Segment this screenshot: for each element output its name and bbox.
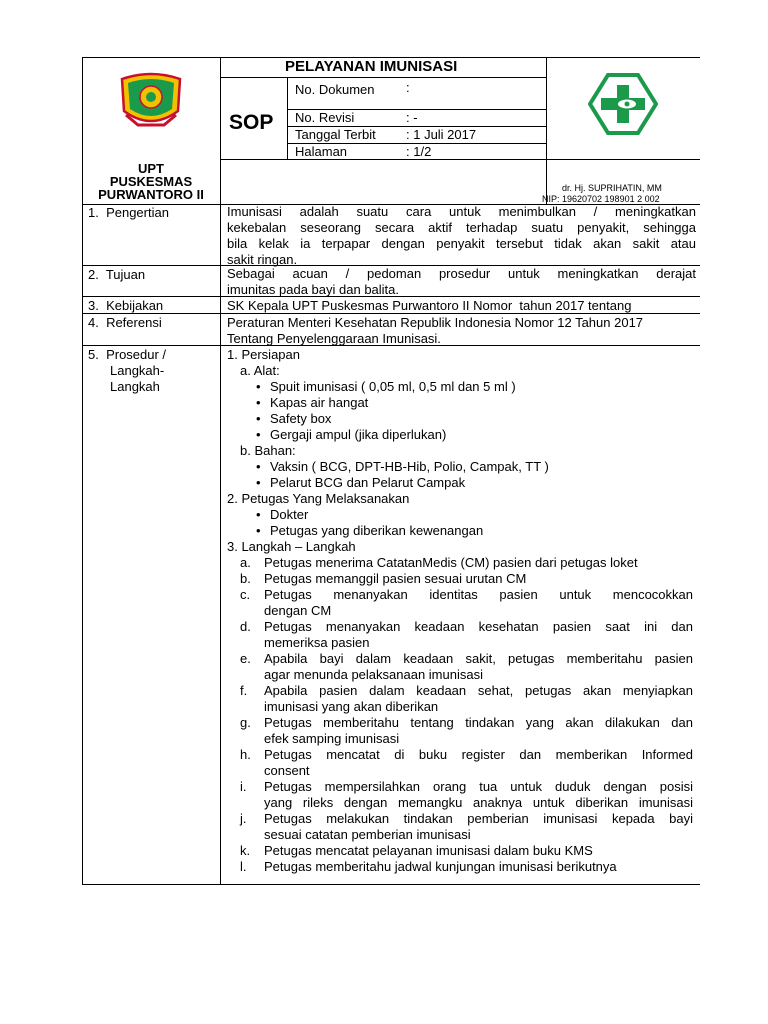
langkah-letter: l. [240,859,247,874]
title-bottom-border [220,77,546,78]
langkah-letter: k. [240,843,251,858]
section-label-pengertian: 1. Pengertian [88,205,169,220]
langkah-text-line: Apabila pasien dalam keadaan sehat, petugas akan menyiapkan [264,683,693,698]
alat-item: • Kapas air hangat [270,395,368,411]
petugas-heading: 2. Petugas Yang Melaksanakan [227,491,410,506]
section-label-kebijakan: 3. Kebijakan [88,298,164,313]
pengertian-text-line: sakit ringan. [227,252,298,267]
doc-field-label: No. Revisi [295,110,355,125]
kebijakan-text-line: SK Kepala UPT Puskesmas Purwantoro II Nomor tahun 2017 tentang [227,298,632,313]
langkah-letter: b. [240,571,251,586]
langkah-text-line: Petugas melakukan tindakan pemberian imunisasi kepada bayi [264,811,693,826]
langkah-text-line: consent [264,763,310,778]
langkah-letter: a. [240,555,251,570]
signer-nip: NIP: 19620702 198901 2 002 [542,194,660,204]
doc-field-value: : 1/2 [406,144,432,159]
doc-field-label: Tanggal Terbit [295,127,376,142]
langkah-text-line: yang rileks dengan memangku anaknya untuk diberikan imunisasi [264,795,693,810]
regional-emblem-logo [118,71,184,133]
sop-label: SOP [229,111,274,134]
section-label-tujuan: 2. Tujuan [88,267,146,282]
pengertian-text-line: bila kelak ia terpapar dengan penyakit tersebut tidak akan sakit atau [227,236,696,251]
alat-item: • Safety box [270,411,331,427]
langkah-letter: c. [240,587,251,602]
langkah-text-line: Apabila bayi dalam keadaan sakit, petugas memberitahu pasien [264,651,693,666]
logo-divider [546,57,547,205]
alat-item: • Gergaji ampul (jika diperlukan) [270,427,446,443]
tujuan-text-line: Sebagai acuan / pedoman prosedur untuk meningkatkan derajat [227,266,696,281]
org-name-line: PUSKESMAS [109,174,193,189]
alat-heading: a. Alat: [240,363,280,378]
persiapan-heading: 1. Persiapan [227,347,300,362]
pengertian-text-line: Imunisasi adalah suatu cara untuk menimbulkan / meningkatkan [227,204,696,219]
langkah-text-line: Petugas mencatat di buku register dan memberikan Informed [264,747,693,762]
document-title: PELAYANAN IMUNISASI [285,58,458,75]
referensi-text-line: Tentang Penyelenggaraan Imunisasi. [227,331,441,346]
langkah-text-line: imunisasi yang akan diberikan [264,699,439,714]
langkah-text-line: Petugas memanggil pasien sesuai urutan CM [264,571,527,586]
org-name-line: PURWANTORO II [98,187,204,202]
langkah-letter: j. [240,811,247,826]
column-divider [220,57,221,885]
langkah-text-line: Petugas mempersilahkan orang tua untuk duduk dengan posisi [264,779,693,794]
langkah-text-line: agar menunda pelaksanaan imunisasi [264,667,483,682]
doc-field-label: Halaman [295,144,348,159]
petugas-item: • Petugas yang diberikan kewenangan [270,523,483,539]
langkah-text-line: sesuai catatan pemberian imunisasi [264,827,471,842]
langkah-text-line: memeriksa pasien [264,635,370,650]
section-label-referensi: 4. Referensi [88,315,162,330]
bahan-item: • Vaksin ( BCG, DPT-HB-Hib, Polio, Campak, TT ) [270,459,549,475]
langkah-text-line: Petugas memberitahu jadwal kunjungan imunisasi berikutnya [264,859,617,874]
langkah-letter: g. [240,715,251,730]
langkah-text-line: Petugas menerima CatatanMedis (CM) pasien dari petugas loket [264,555,638,570]
signer-name: dr. Hj. SUPRIHATIN, MM [562,183,662,193]
langkah-letter: h. [240,747,251,762]
header-middle-border [220,159,700,160]
section-label-prosedur: Langkah- [110,363,165,378]
doc-field-value: : - [406,110,418,125]
puskesmas-logo [588,73,658,135]
langkah-letter: e. [240,651,251,666]
langkah-heading: 3. Langkah – Langkah [227,539,356,554]
langkah-letter: i. [240,779,247,794]
langkah-letter: d. [240,619,251,634]
petugas-item: • Dokter [270,507,308,523]
bahan-heading: b. Bahan: [240,443,296,458]
sop-divider [287,77,288,160]
langkah-text-line: Petugas memberitahu tentang tindakan yang akan dilakukan dan [264,715,693,730]
doc-field-value: : 1 Juli 2017 [406,127,477,142]
pengertian-text-line: kekebalan seseorang secara aktif terhadap suatu penyakit, sehingga [227,220,696,235]
langkah-letter: f. [240,683,248,698]
alat-item: • Spuit imunisasi ( 0,05 ml, 0,5 ml dan 5 ml ) [270,379,516,395]
section-label-prosedur: Langkah [110,379,160,394]
bahan-item: • Pelarut BCG dan Pelarut Campak [270,475,465,491]
tujuan-text-line: imunitas pada bayi dan balita. [227,282,400,297]
langkah-text-line: efek samping imunisasi [264,731,400,746]
doc-field-label: No. Dokumen [295,82,375,97]
referensi-text-line: Peraturan Menteri Kesehatan Republik Indonesia Nomor 12 Tahun 2017 [227,315,644,330]
langkah-text-line: Petugas menanyakan identitas pasien untuk mencocokkan [264,587,693,602]
langkah-text-line: dengan CM [264,603,332,618]
langkah-text-line: Petugas menanyakan keadaan kesehatan pasien saat ini dan [264,619,693,634]
doc-field-value: : [406,80,410,95]
org-name-line: UPT [138,161,164,176]
langkah-text-line: Petugas mencatat pelayanan imunisasi dalam buku KMS [264,843,593,858]
table-bottom-border [82,884,700,885]
section-label-prosedur: 5. Prosedur / [88,347,167,362]
